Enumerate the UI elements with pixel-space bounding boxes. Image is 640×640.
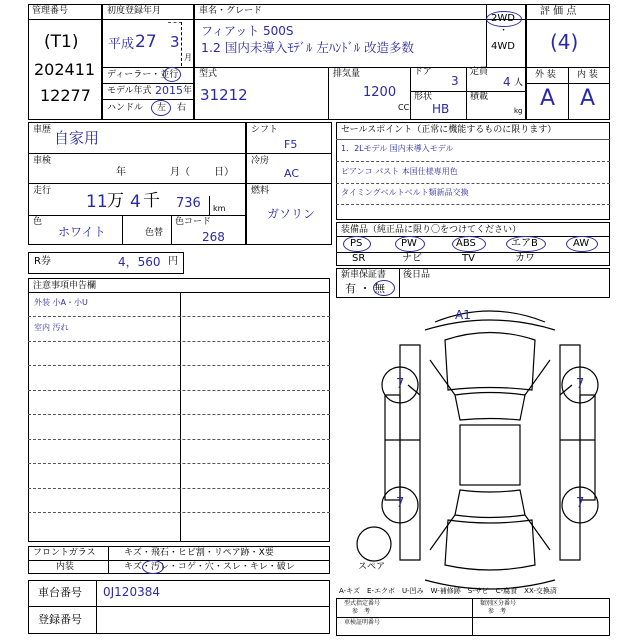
recycle-value: 4，560 — [118, 255, 161, 269]
grade-score: (4) — [550, 30, 579, 54]
recycle-label: R券 — [34, 256, 51, 267]
interior-value: キズ・汚レ・コゲ・穴・スレ・キレ・破レ — [124, 562, 295, 572]
after-label: 後日品 — [403, 270, 431, 280]
door-value: 3 — [451, 74, 459, 88]
sales-line-2: ピアンコ パスト 本国仕様専用色 — [341, 167, 458, 176]
recycle-box — [28, 252, 184, 274]
model-year: 2015 — [155, 84, 183, 97]
equip-abs-circle — [452, 236, 486, 252]
windshield-value: キズ・飛石・ヒビ割・リペア跡・X要 — [124, 548, 274, 558]
disp-label: 排気量 — [333, 69, 361, 79]
equip-ps-circle — [343, 236, 371, 252]
notes-label: 注意事項申告欄 — [33, 281, 97, 291]
equip-airbag: エアB — [511, 238, 538, 249]
color-value: ホワイト — [58, 225, 106, 239]
mileage-b: 4 — [130, 192, 141, 212]
warranty-no-circle — [373, 280, 395, 296]
car-label: 車名・グレード — [199, 6, 263, 16]
equip-aw-circle — [566, 236, 598, 252]
sales-line-3: タイミングベルトベルト類新品交換 — [341, 188, 469, 197]
load-label: 積載 — [470, 92, 489, 102]
form-type-label: 型式指定番号 — [344, 600, 381, 607]
interior-dirt-circle — [142, 560, 164, 574]
mgmt-code: (T1) — [44, 32, 79, 52]
fuel-label: 燃料 — [251, 186, 270, 196]
warranty-value: 有 ・ 無 — [345, 282, 385, 295]
interior-label: 内装 — [56, 562, 75, 572]
door-label: ドア — [414, 67, 432, 77]
notes-rule — [28, 365, 330, 366]
chassis-label: 車台番号 — [38, 586, 82, 599]
reg-year: 27 — [135, 32, 157, 52]
form-class-label: 類別区分番号 — [480, 600, 517, 607]
parallel-circle — [163, 67, 181, 82]
kg-label: kg — [514, 107, 523, 115]
notes-rule — [28, 439, 330, 440]
shift-value: F5 — [284, 138, 298, 151]
color-change-label: 色替 — [145, 228, 164, 238]
damage-wheel-rl: 7 — [396, 496, 405, 511]
notes-rule — [28, 463, 330, 464]
ext-label: 外 装 — [535, 70, 556, 80]
shift-label: シフト — [251, 125, 279, 135]
cc-label: CC — [398, 103, 410, 112]
form-class-ref: 参 考 — [488, 608, 507, 615]
cap-label: 定員 — [470, 67, 489, 77]
cap-unit: 人 — [514, 78, 524, 88]
mileage-unit: km — [213, 204, 226, 213]
notes-rule — [28, 512, 330, 513]
handle-label: ハンドル — [107, 103, 144, 113]
notes-rule — [28, 414, 330, 415]
recycle-unit: 円 — [168, 256, 178, 267]
equip-tv: TV — [462, 253, 475, 264]
damage-wheel-fl: 7 — [396, 377, 405, 392]
equip-abs: ABS — [456, 238, 476, 249]
color-code: 268 — [202, 230, 225, 244]
color-code-label: 色コード — [175, 217, 212, 227]
reg-era: 平成 — [108, 37, 135, 52]
notes-line-2: 室内 汚れ — [34, 323, 69, 332]
shape-label: 形状 — [414, 92, 433, 102]
reg-month-unit: 月 — [184, 53, 192, 62]
reg-label: 初度登録年月 — [107, 6, 162, 16]
dealer-label: ディーラー・並行 — [107, 70, 179, 80]
drive-2wd-circle — [486, 11, 522, 27]
drive-dot: ・ — [499, 26, 509, 36]
mileage-label: 走行 — [33, 186, 52, 196]
mgmt-num2: 12277 — [40, 86, 91, 105]
mgmt-label: 管理番号 — [32, 6, 69, 16]
mileage-man: 万 — [107, 191, 124, 211]
warranty-label: 新車保証書 — [341, 270, 387, 280]
mgmt-num1: 202411 — [34, 60, 96, 79]
model-year-label: モデル年式 — [107, 86, 152, 96]
car-grade: 1.2 国内未導入ﾓﾃﾞﾙ 左ﾊﾝﾄﾞﾙ 改造多数 — [201, 40, 415, 55]
equip-aw: AW — [573, 238, 590, 249]
notes-rule — [28, 316, 330, 317]
equip-pw-circle — [395, 236, 425, 252]
ac-label: 冷房 — [251, 156, 270, 166]
equip-airbag-circle — [506, 236, 546, 252]
inspect-label: 車検 — [33, 156, 52, 166]
mileage-a: 11 — [86, 192, 108, 212]
inspect-month: 月（ — [170, 167, 190, 178]
ac-value: AC — [284, 167, 300, 180]
color-label: 色 — [33, 217, 43, 227]
disp-value: 1200 — [363, 85, 397, 100]
legend-text: A-キズ E-エクボ U-凹み W-補修跡 S-サビ C-腐食 XX-交換済 — [339, 587, 557, 595]
damage-wheel-rr: 7 — [576, 496, 585, 511]
type-label: 型式 — [199, 69, 218, 79]
cap-value: 4 — [503, 75, 511, 89]
inspect-year: 年 — [116, 167, 126, 178]
drive-2wd: 2WD — [491, 13, 515, 24]
equip-navi: ナビ — [402, 253, 422, 264]
equip-leather: カワ — [515, 253, 535, 264]
usage-label: 車歴 — [33, 125, 52, 135]
spare-label: スペア — [358, 562, 386, 572]
damage-a1: A1 — [455, 308, 471, 322]
sales-line-1: 1．2Lモデル 国内未導入モデル — [341, 144, 454, 153]
drive-4wd: 4WD — [491, 41, 515, 52]
form-cert-label: 車検証明番号 — [344, 619, 381, 626]
notes-rule — [28, 390, 330, 391]
type-value: 31212 — [200, 86, 248, 104]
handle-right: 右 — [177, 103, 187, 113]
notes-box — [28, 278, 330, 542]
damage-wheel-fr: 7 — [576, 377, 585, 392]
equip-sr: SR — [352, 253, 366, 264]
sales-label: セールスポイント（正常に機能するものに限ります） — [341, 125, 557, 135]
shape-value: HB — [432, 102, 450, 116]
grade-label: 評 価 点 — [540, 6, 577, 17]
int-label: 内 装 — [577, 70, 598, 80]
car-name: フィアット 500S — [201, 24, 294, 38]
notes-line-1: 外装 小A・小U — [34, 298, 88, 307]
mileage-c: 736 — [176, 196, 201, 211]
equip-label: 装備品（純正品に限り〇をつけてください） — [341, 225, 522, 235]
windshield-label: フロントガラス — [33, 548, 96, 558]
notes-rule — [28, 341, 330, 342]
left-circle — [151, 100, 171, 116]
int-grade: A — [580, 86, 596, 111]
notes-rule — [28, 488, 330, 489]
mileage-sen: 千 — [143, 191, 160, 211]
reg-month: 3 — [170, 33, 180, 51]
fuel-value: ガソリン — [267, 207, 316, 221]
form-type-ref: 参 考 — [352, 608, 371, 615]
equip-pw: PW — [401, 238, 417, 249]
handle-left: 左 — [157, 103, 167, 113]
equip-ps: PS — [350, 238, 363, 249]
year-unit: 年 — [183, 86, 193, 96]
chassis-value: 0J120384 — [103, 585, 160, 599]
regno-label: 登録番号 — [38, 613, 82, 626]
ext-grade: A — [540, 86, 556, 111]
inspect-day: 日） — [214, 167, 234, 178]
usage-value: 自家用 — [54, 129, 100, 147]
